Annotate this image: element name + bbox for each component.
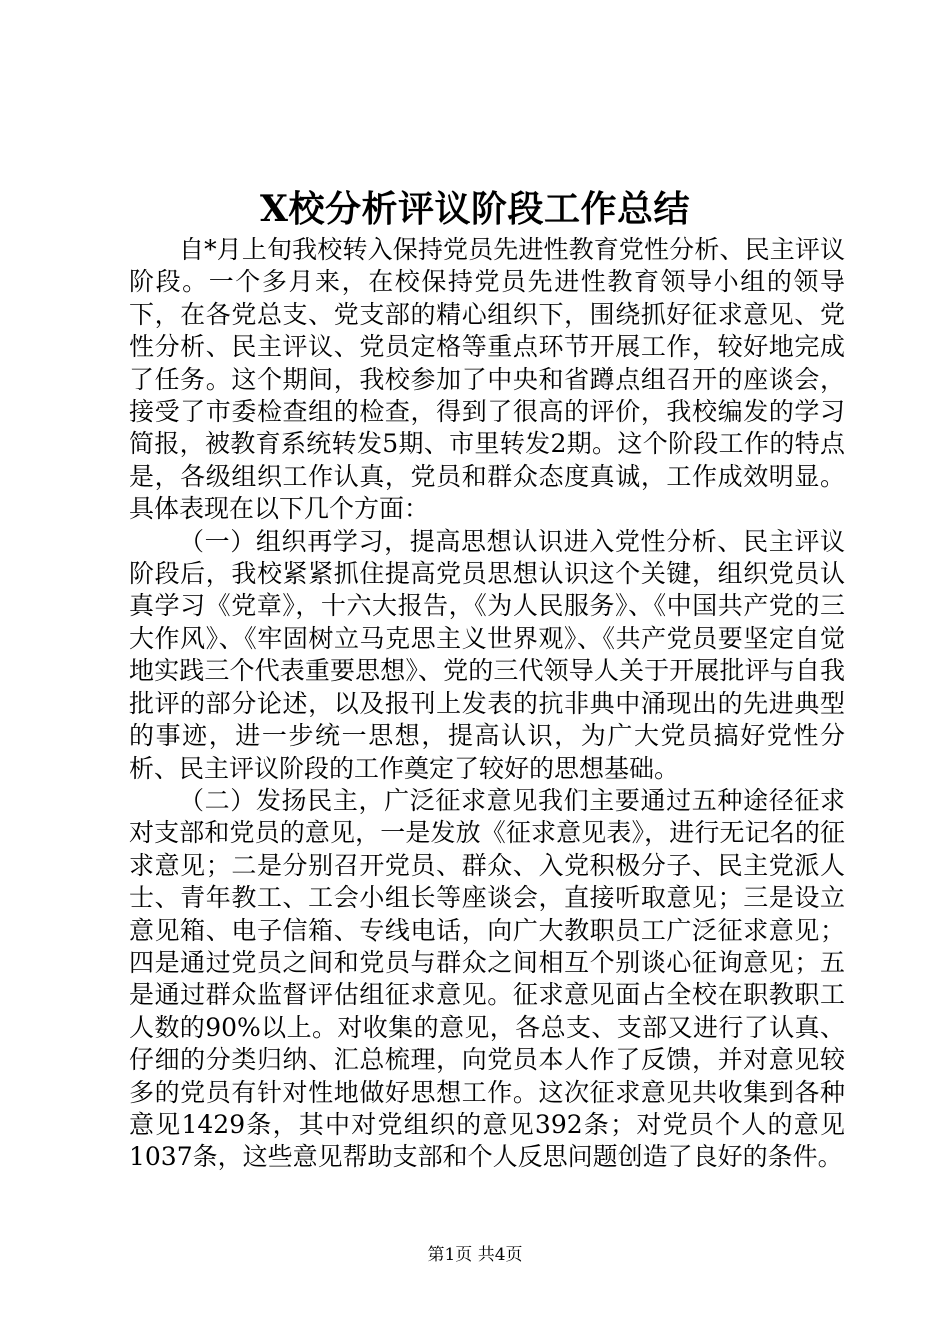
- document-body: [129, 234, 845, 1174]
- paragraph-intro: 自*月上旬我校转入保持党员先进性教育党性分析、民主评议阶段。一个多月来，在校保持党员先进性教育领导小组的领导下，在各党总支、党支部的精心组织下，围绕抓好征求意见、党性分析、民主评议、党员定格等重点环节开展工作，较好地完成了任务。这个期间，我校参加了中央和省蹲点组召开的座谈会，接受了市委检查组的检查，得到了很高的评价，我校编发的学习简报，被教育系统转发5期、市里转发2期。这个阶段工作的特点是，各级组织工作认真，党员和群众态度真诚，工作成效明显。具体表现在以下几个方面：: [129, 235, 845, 524]
- page-footer: 第1页 共4页: [427, 1245, 523, 1265]
- paragraph-section-1: （一）组织再学习，提高思想认识进入党性分析、民主评议阶段后，我校紧紧抓住提高党员思想认识这个关键，组织党员认真学习《党章》，十六大报告，《为人民服务》、《中国共产党的三大作风》、《牢固树立马克思主义世界观》、《共产党员要坚定自觉地实践三个代表重要思想》、党的三代领导人关于开展批评与自我批评的部分论述，以及报刊上发表的抗非典中涌现出的先进典型的事迹，进一步统一思想，提高认识，为广大党员搞好党性分析、民主评议阶段的工作奠定了较好的思想基础。: [129, 526, 845, 783]
- paragraph-section-2: （二）发扬民主，广泛征求意见我们主要通过五种途径征求对支部和党员的意见，一是发放《征求意见表》，进行无记名的征求意见；二是分别召开党员、群众、入党积极分子、民主党派人士、青年教工、工会小组长等座谈会，直接听取意见；三是设立意见箱、电子信箱、专线电话，向广大教职员工广泛征求意见；四是通过党员之间和党员与群众之间相互个别谈心征询意见；五是通过群众监督评估组征求意见。征求意见面占全校在职教职工人数的90%以上。对收集的意见，各总支、支部又进行了认真、仔细的分类归纳、汇总梳理，向党员本人作了反馈，并对意见较多的党员有针对性地做好思想工作。这次征求意见共收集到各种意见1429条，其中对党组织的意见392条；对党员个人的意见1037条，这些意见帮助支部和个人反思问题创造了良好的条件。: [129, 785, 845, 1172]
- document-title: X校分析评议阶段工作总结: [260, 188, 690, 230]
